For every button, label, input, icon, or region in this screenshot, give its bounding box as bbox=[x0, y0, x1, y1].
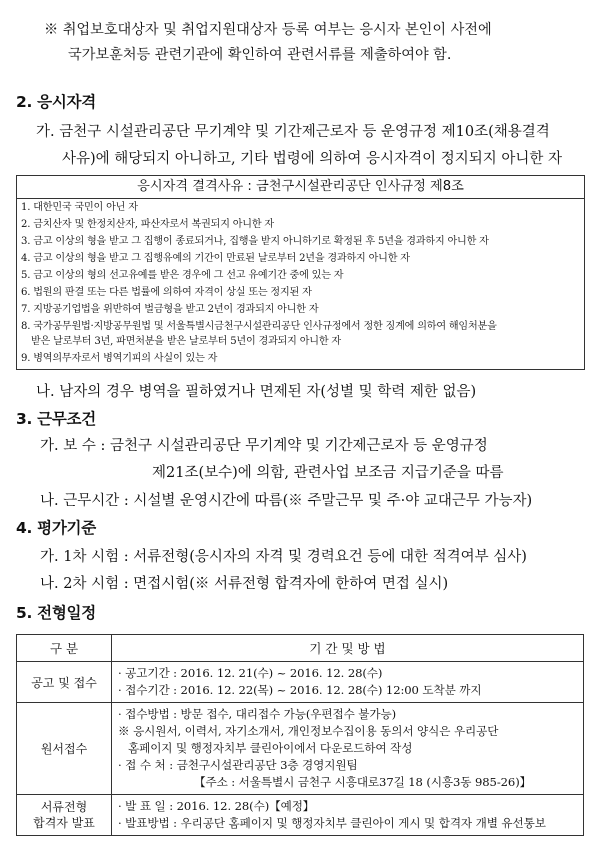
schedule-row-label bbox=[17, 795, 112, 836]
schedule-line: · 접 수 처 : 금천구시설관리공단 3층 경영지원팀 bbox=[118, 758, 358, 772]
schedule-row-label-line-2: 합격자 발표 bbox=[33, 816, 95, 830]
schedule-header-method: 기 간 및 방 법 bbox=[112, 635, 584, 662]
schedule-header-category: 구 분 bbox=[17, 635, 112, 662]
schedule-row-content bbox=[112, 703, 584, 795]
schedule-table bbox=[16, 634, 584, 836]
schedule-line: · 공고기간 : 2016. 12. 21(수) ~ 2016. 12. 28(수) bbox=[118, 666, 383, 680]
disqualification-item: 5. 금고 이상의 형의 선고유예를 받은 경우에 그 선고 유예기간 중에 있는 자 bbox=[21, 270, 344, 281]
first-exam: 가. 1차 시험 : 서류전형(응시자의 자격 및 경력요건 등에 대한 적격여부 심사) bbox=[40, 549, 527, 565]
schedule-line: · 발 표 일 : 2016. 12. 28(수)【예정】 bbox=[118, 799, 315, 813]
pay-line-1: 가. 보 수 : 금천구 시설관리공단 무기계약 및 기간제근로자 등 운영규정 bbox=[40, 438, 488, 454]
schedule-row-label: 원서접수 bbox=[17, 703, 112, 795]
schedule-line: 홈페이지 및 행정자치부 클린아이에서 다운로드하여 작성 bbox=[128, 741, 413, 755]
disqualification-item: 9. 병역의무자로서 병역기피의 사실이 있는 자 bbox=[21, 353, 218, 364]
notice-line-2: 국가보훈처등 관련기관에 확인하여 관련서류를 제출하여야 함. bbox=[68, 47, 452, 63]
schedule-line: ※ 응시원서, 이력서, 자기소개서, 개인정보수집이용 동의서 양식은 우리공단 bbox=[118, 724, 499, 738]
pay-line-2: 제21조(보수)에 의함, 관련사업 보조금 지급기준을 따름 bbox=[152, 465, 504, 481]
disqualification-item: 6. 법원의 판결 또는 다른 법률에 의하여 자격이 상실 또는 정지된 자 bbox=[21, 287, 312, 298]
disqualification-box bbox=[16, 175, 585, 370]
disqualification-item: 7. 지방공기업법을 위반하여 벌금형을 받고 2년이 경과되지 아니한 자 bbox=[21, 304, 319, 315]
schedule-line: · 접수기간 : 2016. 12. 22(목) ~ 2016. 12. 28(수) 12:00 도착분 까지 bbox=[118, 683, 482, 697]
disqualification-item: 8. 국가공무원법·지방공무원법 및 서울특별시금천구시설관리공단 인사규정에서 정한 징계에 의하여 해임처분을 bbox=[21, 321, 497, 332]
eligibility-item-b: 나. 남자의 경우 병역을 필하였거나 면제된 자(성별 및 학력 제한 없음) bbox=[36, 384, 477, 400]
disqualification-item: 받은 날로부터 3년, 파면처분을 받은 날로부터 5년이 경과되지 아니한 자 bbox=[31, 336, 341, 347]
section-4-heading: 4. 평가기준 bbox=[16, 519, 96, 537]
disqualification-box-title: 응시자격 결격사유 : 금천구시설관리공단 인사규정 제8조 bbox=[17, 176, 584, 199]
schedule-row-result bbox=[17, 795, 584, 836]
second-exam: 나. 2차 시험 : 면접시험(※ 서류전형 합격자에 한하여 면접 실시) bbox=[40, 576, 449, 592]
schedule-line: · 발표방법 : 우리공단 홈페이지 및 행정자치부 클린아이 게시 및 합격자 개별 유선통보 bbox=[118, 816, 546, 830]
schedule-row-label: 공고 및 접수 bbox=[17, 662, 112, 703]
notice-line-1: ※ 취업보호대상자 및 취업지원대상자 등록 여부는 응시자 본인이 사전에 bbox=[44, 22, 492, 38]
section-5-heading: 5. 전형일정 bbox=[16, 604, 96, 622]
schedule-row-content bbox=[112, 662, 584, 703]
schedule-row-application bbox=[17, 703, 584, 795]
disqualification-item: 2. 금치산자 및 한정치산자, 파산자로서 복권되지 아니한 자 bbox=[21, 219, 274, 230]
schedule-line: 【주소 : 서울특별시 금천구 시흥대로37길 18 (시흥3동 985-26)】 bbox=[194, 775, 532, 789]
schedule-line: · 접수방법 : 방문 접수, 대리접수 가능(우편접수 불가능) bbox=[118, 707, 397, 721]
schedule-row-content bbox=[112, 795, 584, 836]
disqualification-item: 1. 대한민국 국민이 아닌 자 bbox=[21, 202, 138, 213]
disqualification-item: 3. 금고 이상의 형을 받고 그 집행이 종료되거나, 집행을 받지 아니하기로 확정된 후 5년을 경과하지 아니한 자 bbox=[21, 236, 489, 247]
section-3-heading: 3. 근무조건 bbox=[16, 410, 96, 428]
schedule-header-row bbox=[17, 635, 584, 662]
section-2-heading: 2. 응시자격 bbox=[16, 93, 96, 111]
schedule-row-announcement bbox=[17, 662, 584, 703]
disqualification-item: 4. 금고 이상의 형을 받고 그 집행유예의 기간이 만료된 날로부터 2년을 경과하지 아니한 자 bbox=[21, 253, 410, 264]
eligibility-item-a-line-2: 사유)에 해당되지 아니하고, 기타 법령에 의하여 응시자격이 정지되지 아니한 자 bbox=[62, 151, 562, 167]
schedule-row-label-line-1: 서류전형 bbox=[40, 800, 88, 814]
work-hours: 나. 근무시간 : 시설별 운영시간에 따름(※ 주말근무 및 주·야 교대근무 가능자) bbox=[40, 493, 533, 509]
eligibility-item-a-line-1: 가. 금천구 시설관리공단 무기계약 및 기간제근로자 등 운영규정 제10조(채용결격 bbox=[36, 124, 550, 140]
